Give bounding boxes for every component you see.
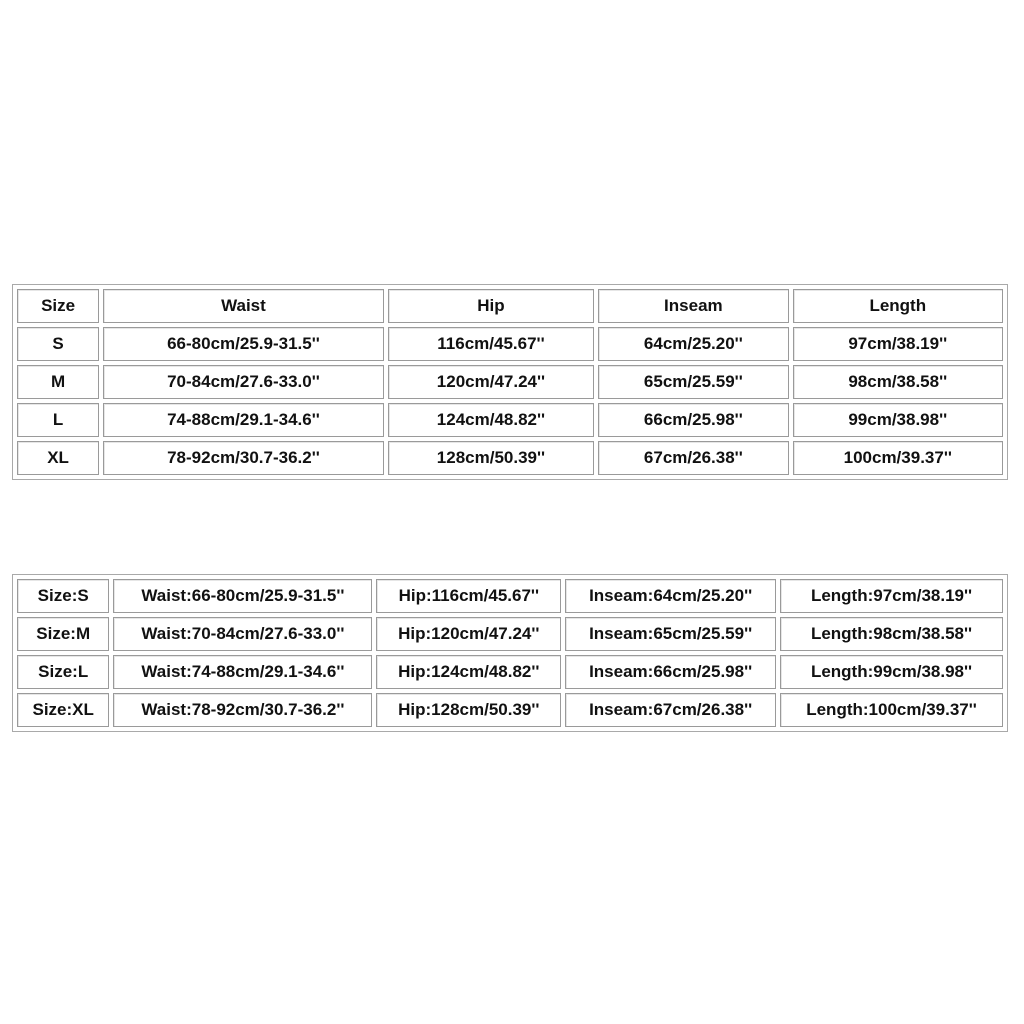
table-row (17, 655, 1003, 689)
header-size: Size (17, 289, 99, 323)
header-waist: Waist (103, 289, 384, 323)
size-chart-table (12, 284, 1008, 480)
table-row (17, 579, 1003, 613)
cell-size: Size:M (17, 617, 109, 651)
cell-size: Size:L (17, 655, 109, 689)
cell-size: XL (17, 441, 99, 475)
table-row (17, 441, 1003, 475)
header-length: Length (793, 289, 1003, 323)
cell-size: Size:XL (17, 693, 109, 727)
cell-size: S (17, 327, 99, 361)
cell-inseam: Inseam:67cm/26.38'' (565, 693, 776, 727)
cell-waist: Waist:78-92cm/30.7-36.2'' (113, 693, 372, 727)
table-row (17, 365, 1003, 399)
cell-length: Length:97cm/38.19'' (780, 579, 1003, 613)
cell-waist: Waist:66-80cm/25.9-31.5'' (113, 579, 372, 613)
cell-length: 97cm/38.19'' (793, 327, 1003, 361)
table-row (17, 617, 1003, 651)
cell-hip: Hip:124cm/48.82'' (376, 655, 561, 689)
cell-waist: 70-84cm/27.6-33.0'' (103, 365, 384, 399)
cell-inseam: Inseam:65cm/25.59'' (565, 617, 776, 651)
cell-inseam: 64cm/25.20'' (598, 327, 788, 361)
cell-size: L (17, 403, 99, 437)
cell-hip: 128cm/50.39'' (388, 441, 594, 475)
cell-inseam: Inseam:66cm/25.98'' (565, 655, 776, 689)
cell-waist: Waist:70-84cm/27.6-33.0'' (113, 617, 372, 651)
cell-length: Length:100cm/39.37'' (780, 693, 1003, 727)
cell-inseam: 66cm/25.98'' (598, 403, 788, 437)
cell-length: 99cm/38.98'' (793, 403, 1003, 437)
cell-hip: 116cm/45.67'' (388, 327, 594, 361)
cell-hip: 120cm/47.24'' (388, 365, 594, 399)
table-row (17, 327, 1003, 361)
cell-inseam: Inseam:64cm/25.20'' (565, 579, 776, 613)
size-chart-table-labeled (12, 574, 1008, 732)
header-inseam: Inseam (598, 289, 788, 323)
cell-inseam: 67cm/26.38'' (598, 441, 788, 475)
header-hip: Hip (388, 289, 594, 323)
cell-length: 98cm/38.58'' (793, 365, 1003, 399)
cell-size: Size:S (17, 579, 109, 613)
table-row (17, 403, 1003, 437)
cell-inseam: 65cm/25.59'' (598, 365, 788, 399)
cell-hip: 124cm/48.82'' (388, 403, 594, 437)
cell-waist: 74-88cm/29.1-34.6'' (103, 403, 384, 437)
cell-length: 100cm/39.37'' (793, 441, 1003, 475)
cell-hip: Hip:120cm/47.24'' (376, 617, 561, 651)
cell-waist: 66-80cm/25.9-31.5'' (103, 327, 384, 361)
cell-size: M (17, 365, 99, 399)
table-row (17, 693, 1003, 727)
cell-waist: 78-92cm/30.7-36.2'' (103, 441, 384, 475)
table-header-row (17, 289, 1003, 323)
cell-waist: Waist:74-88cm/29.1-34.6'' (113, 655, 372, 689)
cell-length: Length:99cm/38.98'' (780, 655, 1003, 689)
cell-hip: Hip:116cm/45.67'' (376, 579, 561, 613)
cell-hip: Hip:128cm/50.39'' (376, 693, 561, 727)
cell-length: Length:98cm/38.58'' (780, 617, 1003, 651)
